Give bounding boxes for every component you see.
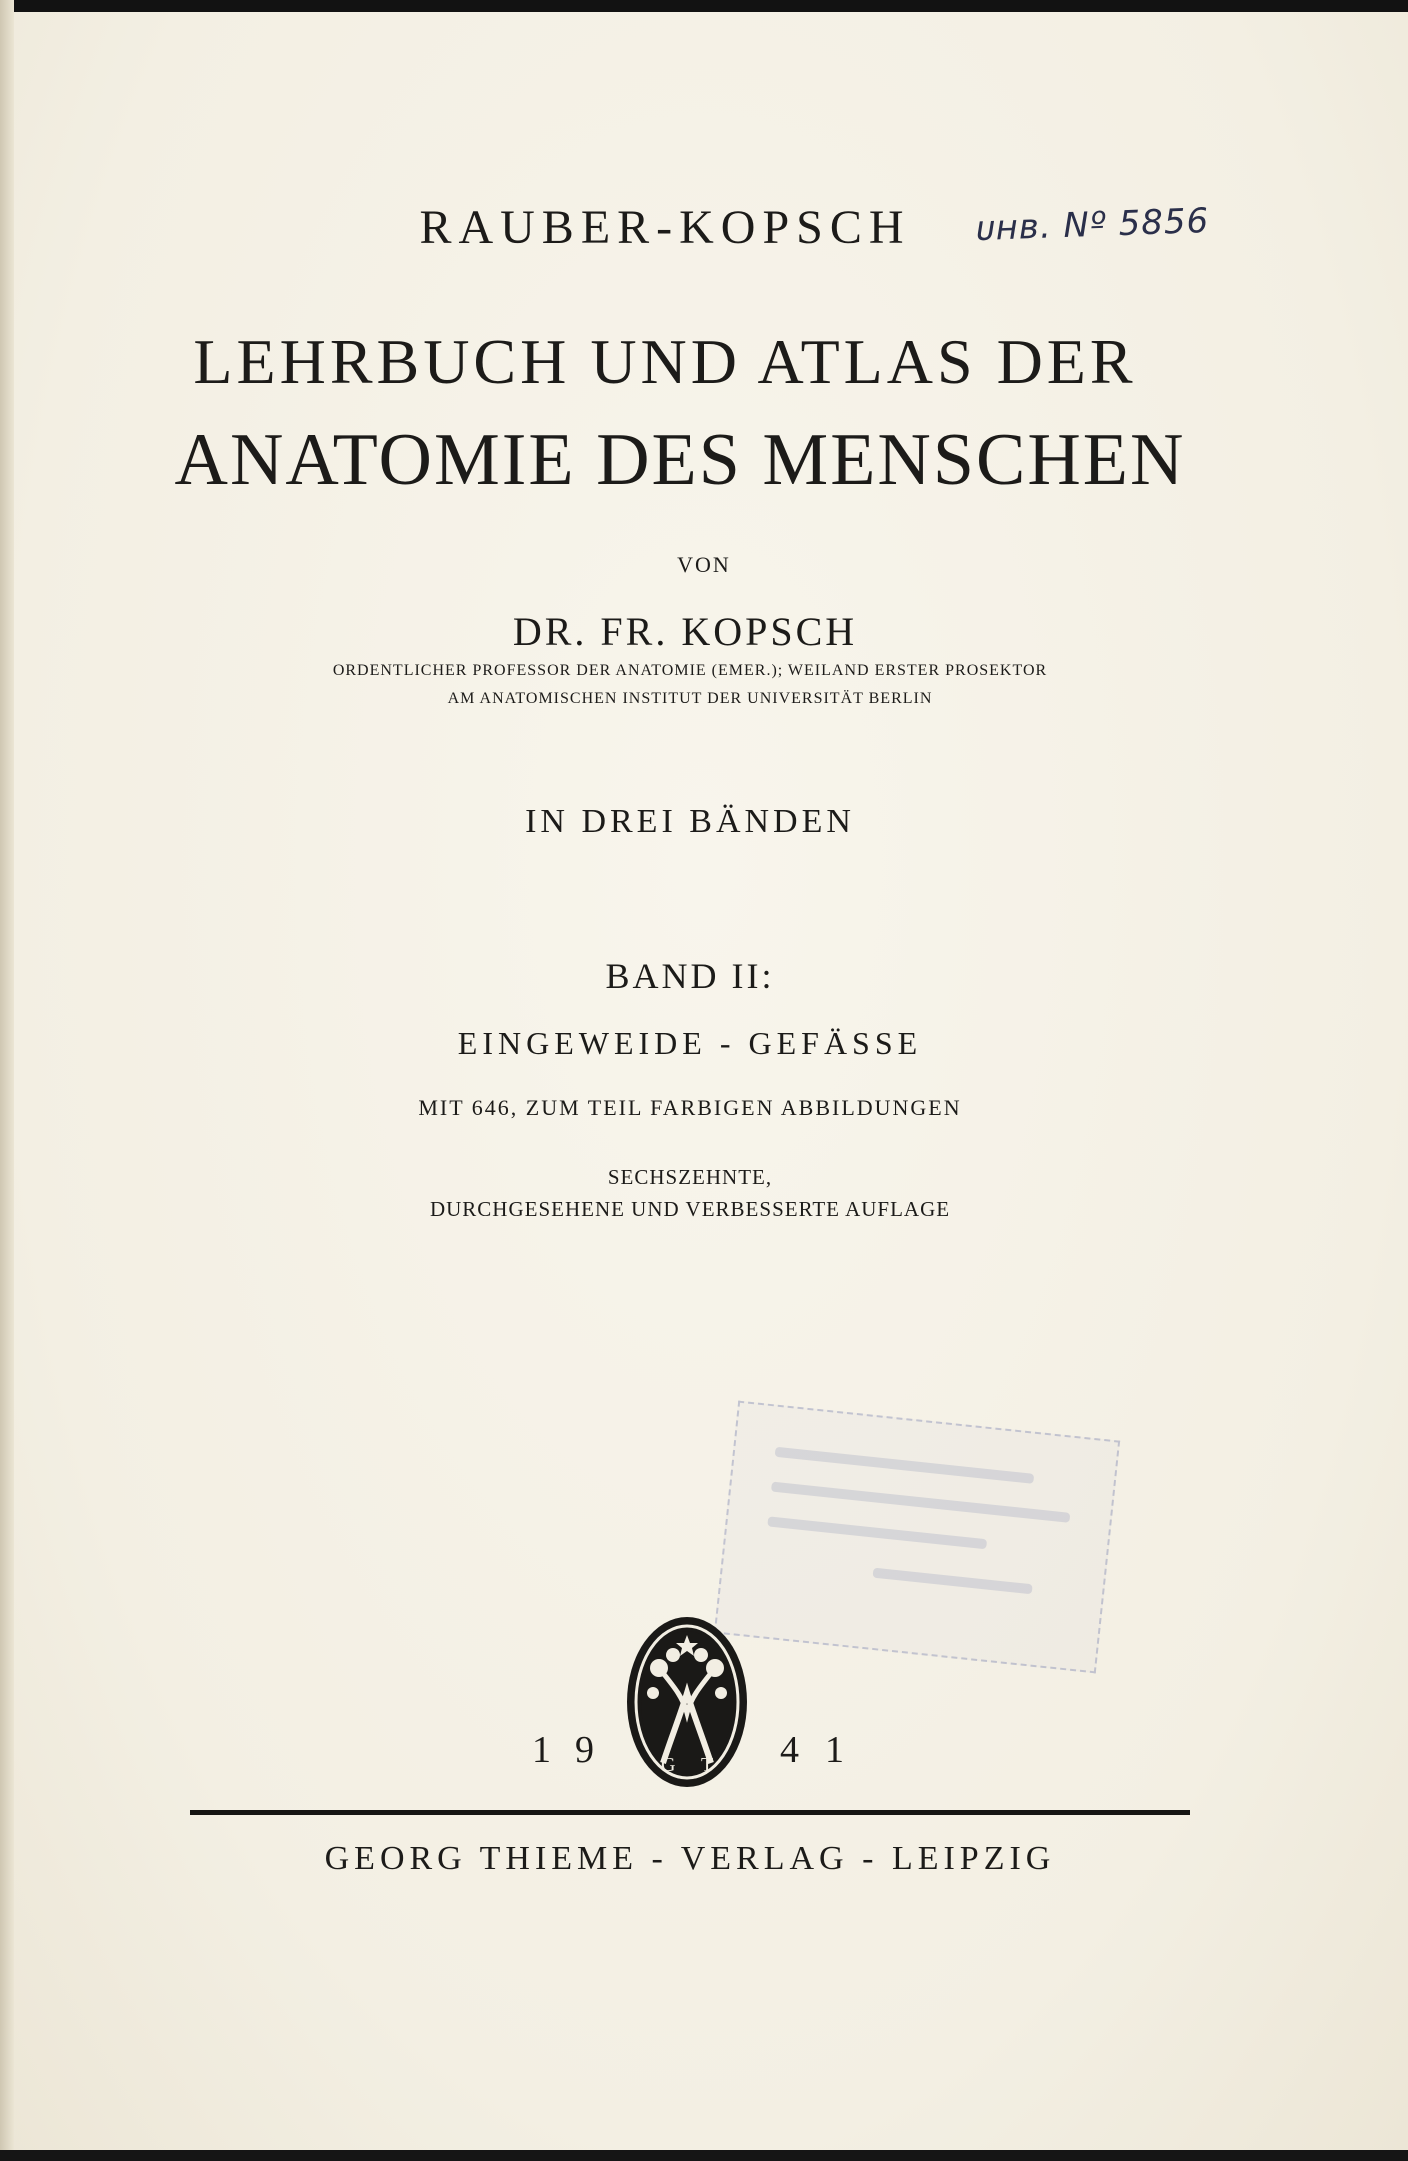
- illustrations-note: MIT 646, ZUM TEIL FARBIGEN ABBILDUNGEN: [418, 1095, 962, 1120]
- by-label: VON: [677, 552, 731, 577]
- year-digit: 1: [825, 1729, 846, 1771]
- author-affiliation-line-1: ORDENTLICHER PROFESSOR DER ANATOMIE (EMER.); WEILAND ERSTER PROSEKTOR: [332, 662, 1048, 679]
- volume-count: IN DREI BÄNDEN: [525, 803, 855, 840]
- publisher-logo-icon: [623, 1613, 751, 1791]
- divider-rule: [190, 1810, 1190, 1815]
- handwritten-inventory-note: ᴜнв. Nº 5856: [974, 200, 1210, 250]
- author-name: DR. FR. KOPSCH: [512, 609, 858, 654]
- year-digit: 4: [780, 1729, 801, 1771]
- book-title-line-1: LEHRBUCH UND ATLAS DER: [193, 326, 1137, 397]
- scan-top-edge: [0, 0, 1408, 12]
- stamp-text-row: [767, 1516, 987, 1549]
- author-affiliation-line-2: AM ANATOMISCHEN INSTITUT DER UNIVERSITÄT BERLIN: [447, 690, 933, 707]
- year-digit: 9: [575, 1729, 596, 1771]
- publisher-imprint: GEORG THIEME - VERLAG - LEIPZIG: [324, 1840, 1056, 1877]
- library-stamp: [714, 1401, 1120, 1674]
- stamp-text-row: [873, 1568, 1033, 1595]
- book-title-line-2: ANATOMIE DES MENSCHEN: [174, 419, 1186, 501]
- series-name: RAUBER-KOPSCH: [419, 201, 911, 254]
- volume-number: BAND II:: [605, 956, 775, 996]
- logo-letter-right: T: [701, 1754, 714, 1776]
- logo-letter-left: G: [661, 1754, 676, 1776]
- volume-subject: EINGEWEIDE - GEFÄSSE: [457, 1025, 923, 1061]
- stamp-text-row: [775, 1447, 1035, 1484]
- edition-line-2: DURCHGESEHENE UND VERBESSERTE AUFLAGE: [429, 1197, 951, 1221]
- year-digit: 1: [532, 1729, 553, 1771]
- stamp-text-row: [771, 1482, 1070, 1523]
- edition-line-1: SECHSZEHNTE,: [607, 1165, 773, 1189]
- scan-bottom-edge: [0, 2150, 1408, 2161]
